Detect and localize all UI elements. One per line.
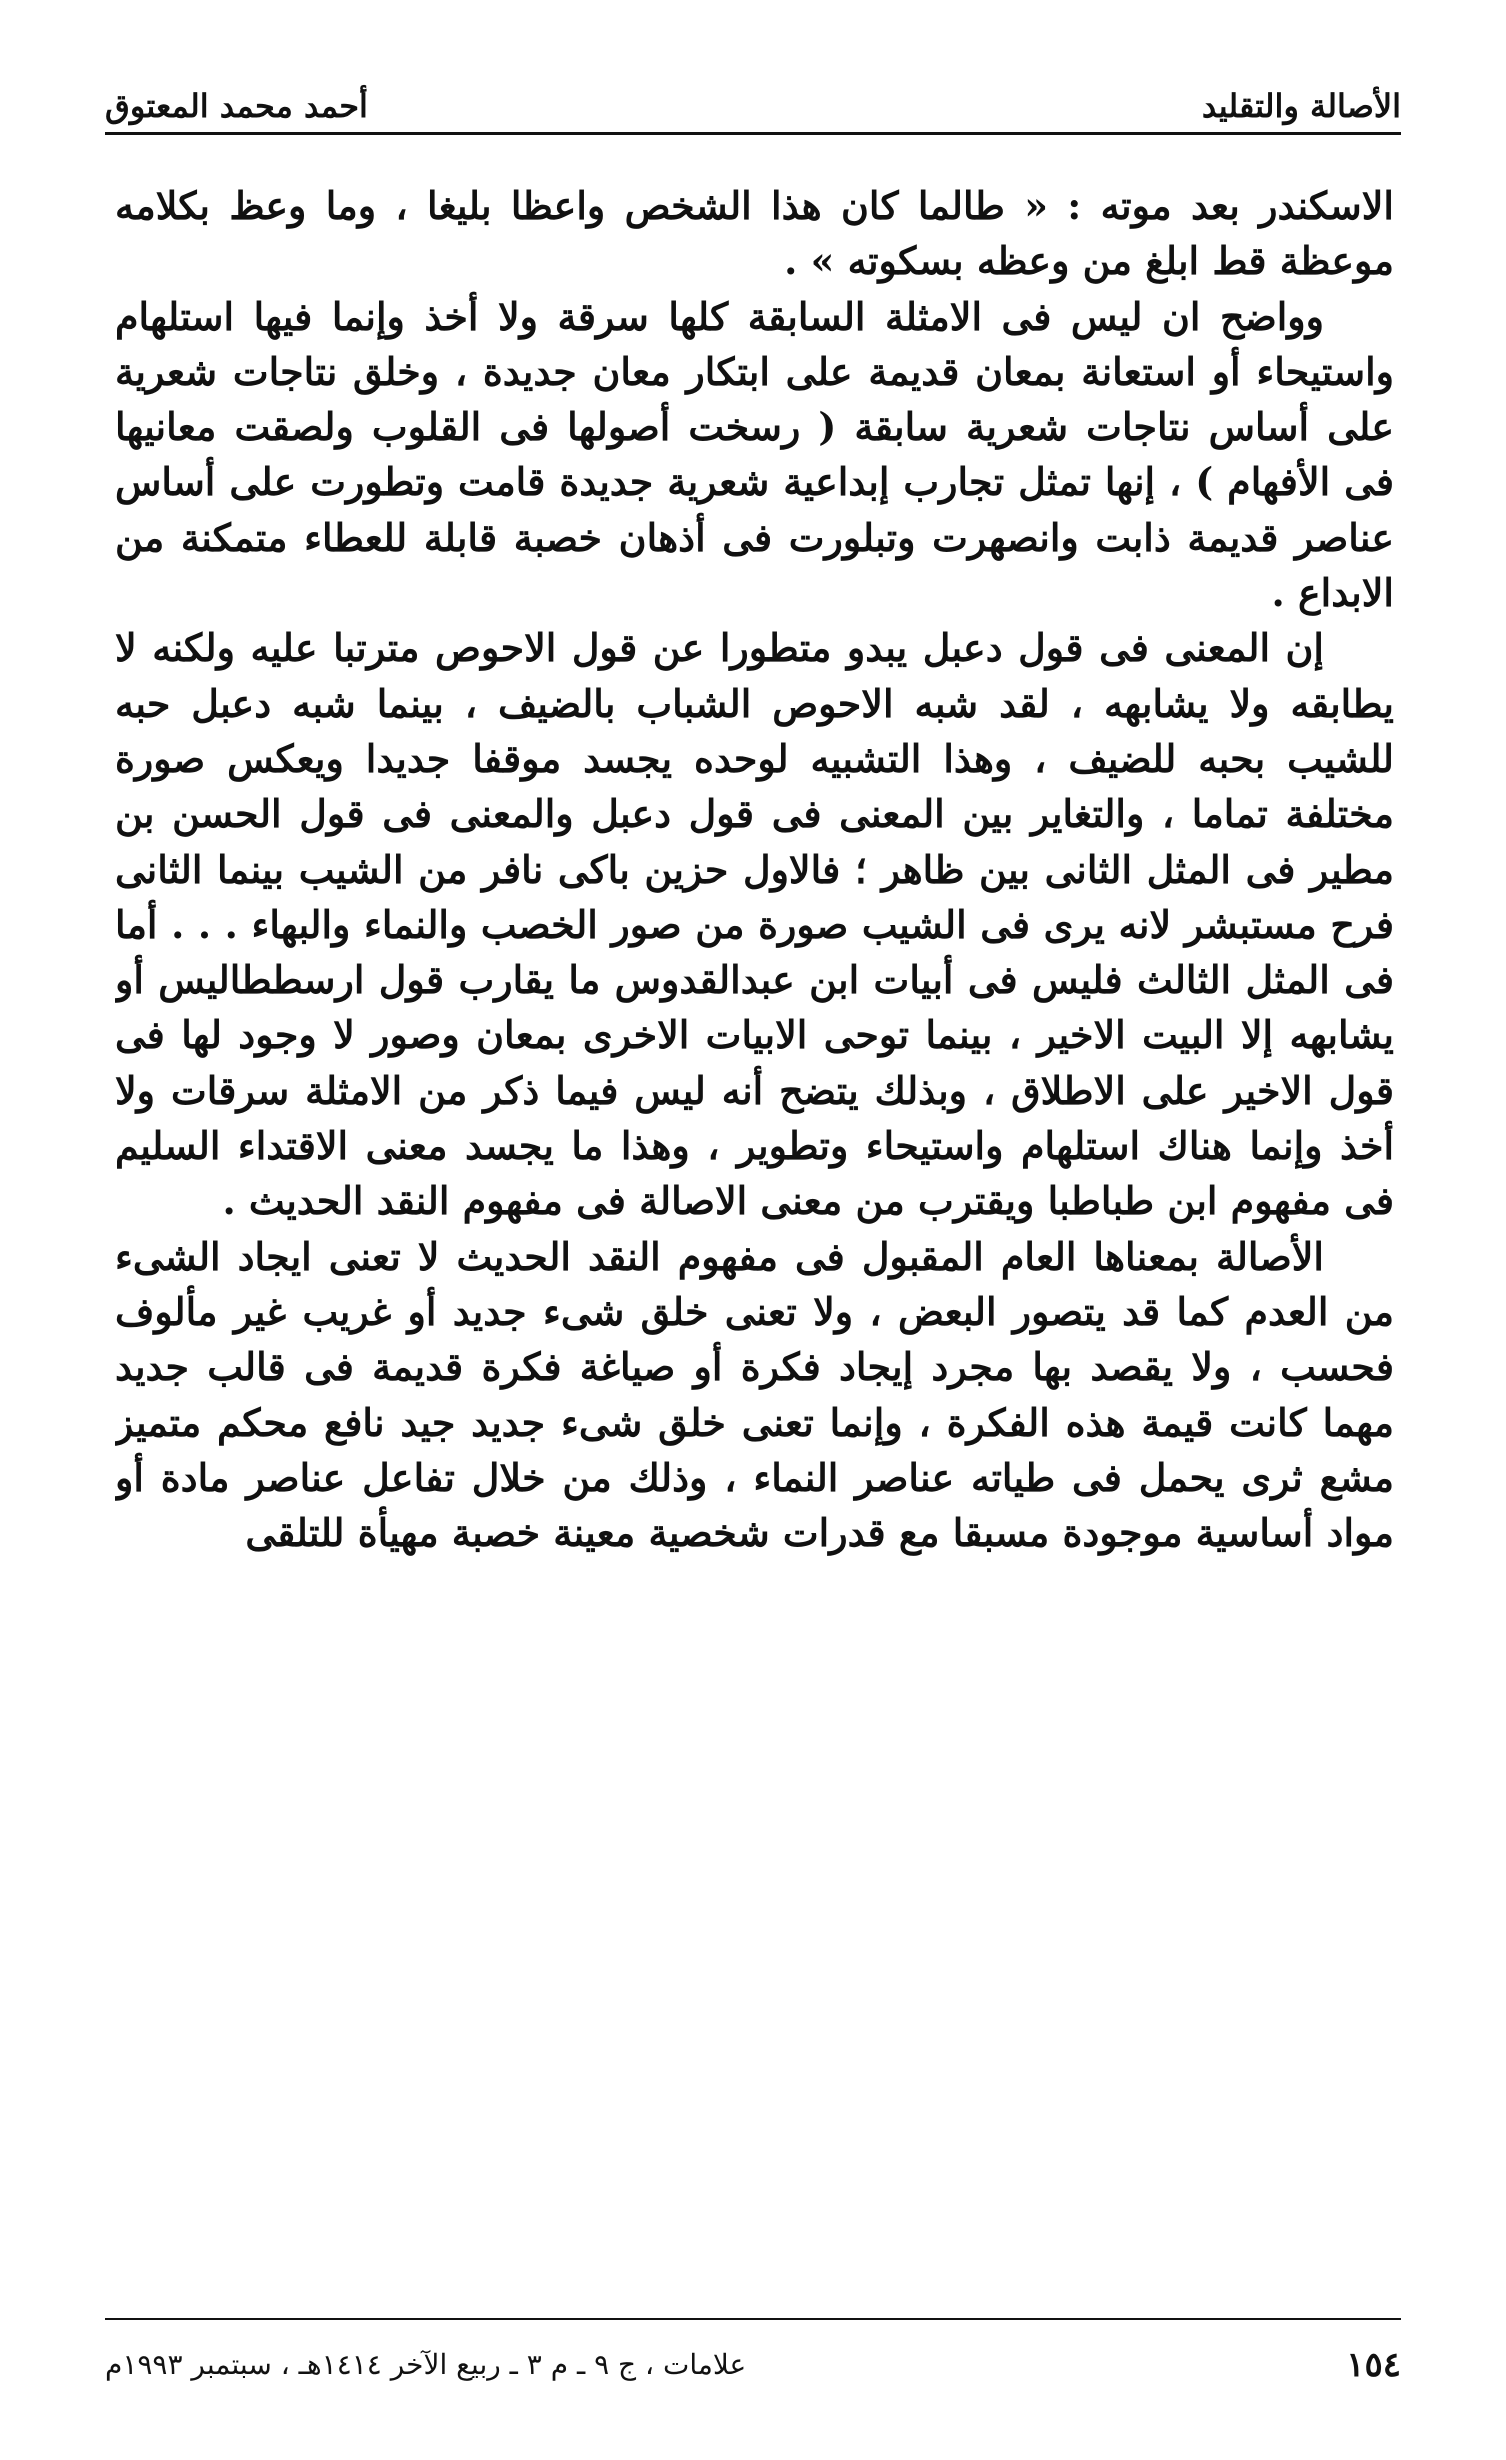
footer-rule (105, 2318, 1401, 2320)
header-rule (105, 132, 1401, 135)
paragraph: إن المعنى فى قول دعبل يبدو متطورا عن قول الاحوص مترتبا عليه ولكنه لا يطابقه ولا يشابهه ، لقد شبه الاحوص الشباب بالضيف ، بينما شبه دعبل حبه للشيب بحبه للضيف ، وهذا التشبيه لوحده يجسد موقفا جديدا ويعكس صورة مختلفة تماما ، والتغاير بين المعنى فى قول دعبل والمعنى فى قول الحسن بن مطير فى المثل الثانى بين ظاهر ؛ فالاول حزين باكى نافر من الشيب بينما الثانى فرح مستبشر لانه يرى فى الشيب صورة من صور الخصب والنماء والبهاء . . . أما فى المثل الثالث فليس فى أبيات ابن عبدالقدوس ما يقارب قول ارسططاليس أو يشابهه إلا البيت الاخير ، بينما توحى الابيات الاخرى بمعان وصور لا وجود لها فى قول الاخير على الاطلاق ، وبذلك يتضح أنه ليس فيما ذكر من الامثلة سرقات ولا أخذ وإنما هناك استلهام واستيحاء وتطوير ، وهذا ما يجسد معنى الاقتداء السليم فى مفهوم ابن طباطبا ويقترب من معنى الاصالة فى مفهوم النقد الحديث . (115, 625, 1394, 1224)
body-text (115, 178, 1394, 2288)
journal-citation: علامات ، ج ٩ ـ م ٣ ـ ربيع الآخر ١٤١٤هـ ، سبتمبر ١٩٩٣م (105, 2348, 747, 2381)
running-header (105, 70, 1401, 126)
paragraph: الأصالة بمعناها العام المقبول فى مفهوم النقد الحديث لا تعنى ايجاد الشىء من العدم كما قد يتصور البعض ، ولا تعنى خلق شىء جديد أو غريب غير مألوف فحسب ، ولا يقصد بها مجرد إيجاد فكرة أو صياغة فكرة قديمة فى قالب جديد مهما كانت قيمة هذه الفكرة ، وإنما تعنى خلق شىء جديد جيد نافع محكم متميز مشع ثرى يحمل فى طياته عناصر النماء ، وذلك من خلال تفاعل عناصر مادة أو مواد أساسية موجودة مسبقا مع قدرات شخصية معينة خصبة مهيأة للتلقى (115, 1233, 1394, 1556)
paragraph: وواضح ان ليس فى الامثلة السابقة كلها سرقة ولا أخذ وإنما فيها استلهام واستيحاء أو استعانة بمعان قديمة على ابتكار معان جديدة ، وخلق نتاجات شعرية على أساس نتاجات شعرية سابقة ( رسخت أصولها فى القلوب ولصقت معانيها فى الأفهام ) ، إنها تمثل تجارب إبداعية شعرية جديدة قامت وتطورت على أساس عناصر قديمة ذابت وانصهرت وتبلورت فى أذهان خصبة قابلة للعطاء متمكنة من الابداع . (115, 293, 1394, 616)
page-number: ١٥٤ (1346, 2345, 1401, 2385)
paragraph: الاسكندر بعد موته : « طالما كان هذا الشخص واعظا بليغا ، وما وعظ بكلامه موعظة قط ابلغ من وعظه بسكوته » . (115, 183, 1394, 284)
header-title: الأصالة والتقليد (1201, 87, 1401, 125)
header-author: أحمد محمد المعتوق (105, 87, 368, 125)
running-footer (105, 2340, 1401, 2390)
